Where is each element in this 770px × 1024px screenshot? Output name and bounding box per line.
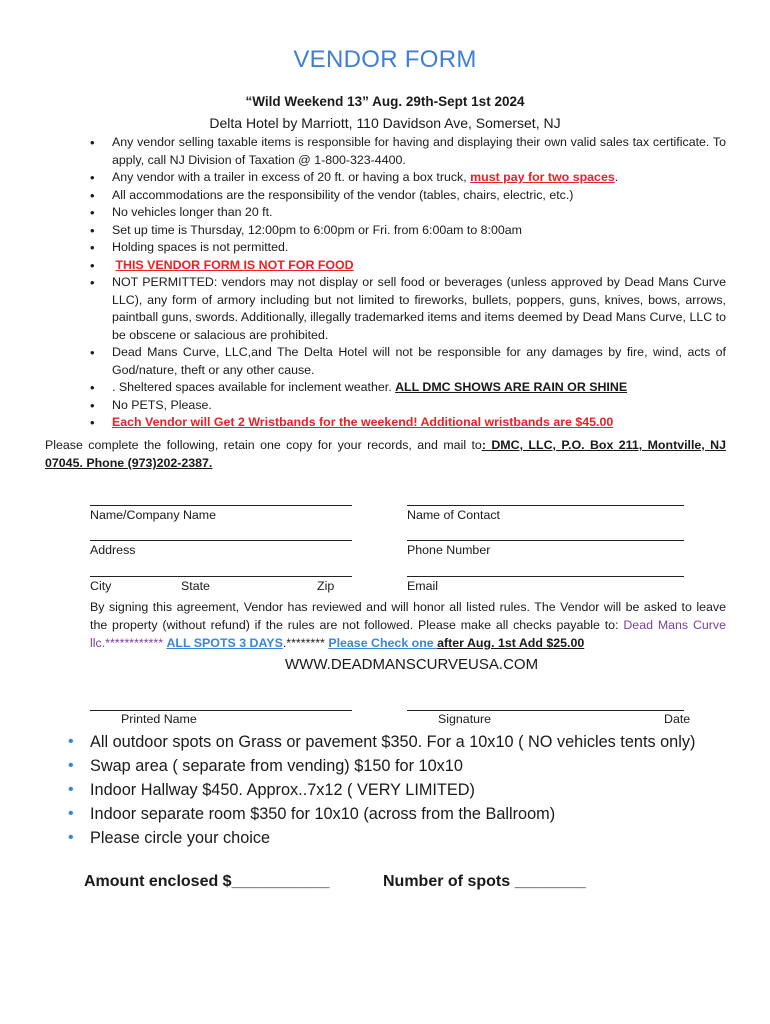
rule-wristbands: • Each Vendor will Get 2 Wristbands for the weekend! Additional wristbands are $45.00 [90,414,726,432]
rules-list [90,134,726,432]
late-fee-note: after Aug. 1st Add $25.00 [437,636,585,650]
agreement-text: By signing this agreement, Vendor has reviewed and will honor all listed rules. The Vendor will be asked to leave the property (without refund) if the rules are not followed. Please make all checks payable to: Dead Mans Curve llc.************ ALL SPOTS 3 DAYS.******** Please Check one after Aug. 1st Add $25.00 [90,600,727,650]
option-indoor-room[interactable]: • Indoor separate room $350 for 10x10 (across from the Ballroom) [68,802,728,826]
rule-not-permitted: • NOT PERMITTED: vendors may not display or sell food or beverages (unless approved by Dead Mans Curve LLC), any form of armory including but not limited to fireworks, bullets, poppers, guns, knives, bows, arrows, paintball guns, swords. Additionally, illegally trademarked items and items deemed by Dead Mans Curve, LLC to be obscene or salacious are prohibited. [90,274,726,344]
phone-label: Phone Number [407,543,491,557]
rule-vehicles: • No vehicles longer than 20 ft. [90,204,726,222]
check-one-note: Please Check one [328,636,438,650]
mailing-instructions: Please complete the following, retain one copy for your records, and mail to: DMC, LLC, P.O. Box 211, Montville, NJ 07045. Phone (973)202-2387. [45,438,726,470]
venue-address: Delta Hotel by Marriott, 110 Davidson Ave, Somerset, NJ [209,115,561,131]
contact-name-line[interactable] [407,505,684,506]
date-label: Date [664,712,691,726]
rule-accommodations: • All accommodations are the responsibility of the vendor (tables, chairs, electric, etc.) [90,187,726,205]
email-line[interactable] [407,576,684,577]
city-label: City [90,579,112,593]
email-label: Email [407,579,438,593]
rule-trailer: • Any vendor with a trailer in excess of 20 ft. or having a box truck, must pay for two spaces. [90,169,726,187]
option-indoor-hallway[interactable]: • Indoor Hallway $450. Approx..7x12 ( VERY LIMITED) [68,778,728,802]
rule-holding-spaces: • Holding spaces is not permitted. [90,239,726,257]
spot-options-list [68,730,728,850]
contact-name-label: Name of Contact [407,508,500,522]
address-label: Address [90,543,136,557]
rule-not-for-food: • THIS VENDOR FORM IS NOT FOR FOOD [90,257,726,275]
option-outdoor[interactable]: • All outdoor spots on Grass or pavement $350. For a 10x10 ( NO vehicles tents only) [68,730,728,754]
rule-liability: • Dead Mans Curve, LLC,and The Delta Hotel will not be responsible for any damages by fire, wind, acts of God/nature, theft or any other cause. [90,344,726,379]
state-label: State [181,579,210,593]
address-line[interactable] [90,540,352,541]
phone-line[interactable] [407,540,684,541]
option-swap-area[interactable]: • Swap area ( separate from vending) $150 for 10x10 [68,754,728,778]
signature-label: Signature [438,712,492,726]
all-spots-3-days: ALL SPOTS 3 DAYS [166,636,283,650]
printed-name-line[interactable] [90,710,352,711]
mailing-address: : DMC, LLC, P.O. Box 211, Montville, NJ 07045. Phone (973)202-2387. [45,438,726,470]
name-company-line[interactable] [90,505,352,506]
rule-weather: • . Sheltered spaces available for inclement weather. ALL DMC SHOWS ARE RAIN OR SHINE [90,379,726,397]
rule-tax: • Any vendor selling taxable items is responsible for having and displaying their own valid sales tax certificate. To apply, call NJ Division of Taxation @ 1-800-323-4400. [90,134,726,169]
two-spaces-warning: must pay for two spaces [470,170,615,184]
city-state-zip-line[interactable] [90,576,352,577]
event-name: “Wild Weekend 13” Aug. 29th-Sept 1st 2024 [245,94,525,109]
number-of-spots-field[interactable]: Number of spots ________ [383,873,586,890]
rule-setup-time: • Set up time is Thursday, 12:00pm to 6:00pm or Fri. from 6:00am to 8:00am [90,222,726,240]
circle-choice-instruction: • Please circle your choice [68,826,728,850]
form-title: VENDOR FORM [293,46,477,73]
printed-name-label: Printed Name [121,712,197,726]
signature-line[interactable] [407,710,684,711]
payee-name: Dead Mans Curve llc. [90,618,727,650]
name-company-label: Name/Company Name [90,508,217,522]
zip-label: Zip [317,579,335,593]
rule-pets: • No PETS, Please. [90,397,726,415]
website-url: WWW.DEADMANSCURVEUSA.COM [285,656,539,673]
amount-enclosed-field[interactable]: Amount enclosed $___________ [84,873,330,890]
